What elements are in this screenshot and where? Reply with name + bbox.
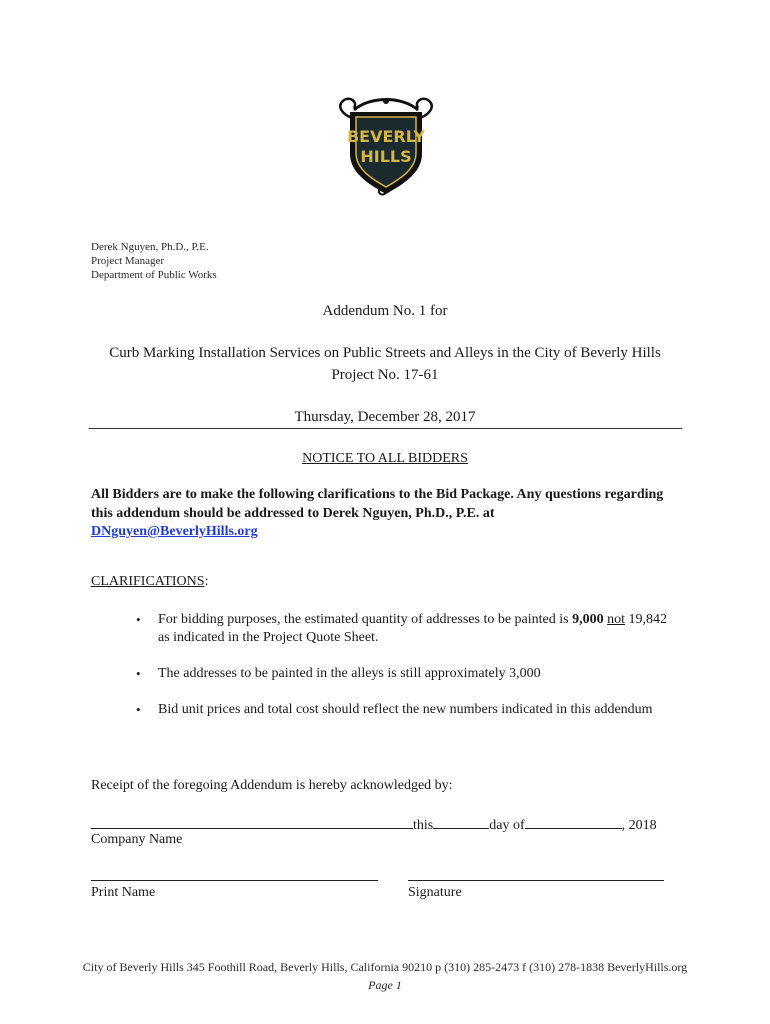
- bullet-symbol: •: [136, 702, 141, 717]
- sender-block: [91, 240, 217, 282]
- document-date: Thursday, December 28, 2017: [294, 409, 476, 425]
- company-name-label: Company Name: [91, 832, 183, 847]
- page-number: Page 1: [368, 978, 402, 992]
- list-item: [91, 701, 681, 719]
- sender-name: Derek Nguyen, Ph.D., P.E.: [91, 241, 209, 253]
- sender-title: Project Manager: [91, 255, 164, 267]
- company-name-field[interactable]: [91, 814, 413, 829]
- document-title: Curb Marking Installation Services on Public Streets and Alleys in the City of Beverly Hills: [109, 345, 661, 361]
- item-quantity: 9,000: [572, 612, 604, 627]
- intro-text: All Bidders are to make the following clarifications to the Bid Package. Any questions regarding this addendum should be addressed to Derek Nguyen, Ph.D., P.E. at: [91, 487, 664, 521]
- clarifications-heading: [91, 574, 208, 590]
- item-text-pre: For bidding purposes, the estimated quantity of addresses to be painted is: [158, 612, 573, 627]
- bullet-symbol: •: [136, 666, 141, 681]
- item-text: The addresses to be painted in the alleys is still approximately 3,000: [158, 666, 541, 681]
- signature-label: Signature: [408, 885, 462, 900]
- project-number: Project No. 17-61: [331, 367, 439, 383]
- divider: [89, 428, 682, 429]
- year-label: , 2018: [621, 818, 657, 833]
- list-item: [91, 611, 681, 647]
- notice-heading: NOTICE TO ALL BIDDERS: [302, 451, 468, 466]
- item-not: not: [607, 612, 625, 627]
- item-text: Bid unit prices and total cost should reflect the new numbers indicated in this addendum: [158, 702, 653, 717]
- day-of-label: day of: [489, 818, 525, 833]
- logo-text-line2: HILLS: [360, 147, 412, 166]
- beverly-hills-logo: [330, 96, 442, 198]
- clarifications-heading-text: CLARIFICATIONS: [91, 574, 205, 589]
- receipt-text: Receipt of the foregoing Addendum is hereby acknowledged by:: [91, 778, 453, 793]
- clarifications-colon: :: [204, 574, 209, 589]
- addendum-heading: Addendum No. 1 for: [322, 303, 448, 319]
- footer-address: City of Beverly Hills 345 Foothill Road, Beverly Hills, California 90210 p (310) 285-2473 f (310) 278-1838 BeverlyHills.org: [82, 960, 688, 974]
- print-name-field[interactable]: [91, 880, 378, 881]
- item-text-post: 19,842 as indicated in the Project Quote Sheet.: [158, 612, 667, 645]
- print-name-label: Print Name: [91, 885, 156, 900]
- this-label: this: [413, 818, 434, 833]
- company-date-line: [91, 814, 657, 834]
- contact-email-link[interactable]: DNguyen@BeverlyHills.org: [91, 524, 258, 539]
- logo-text-line1: BEVERLY: [346, 127, 426, 146]
- list-item: [91, 665, 681, 683]
- intro-paragraph: [91, 486, 681, 542]
- sender-department: Department of Public Works: [91, 269, 217, 281]
- signature-field[interactable]: [408, 880, 664, 881]
- day-field[interactable]: [433, 814, 489, 829]
- clarifications-list: [91, 611, 681, 737]
- month-field[interactable]: [525, 814, 622, 829]
- bullet-symbol: •: [136, 612, 141, 627]
